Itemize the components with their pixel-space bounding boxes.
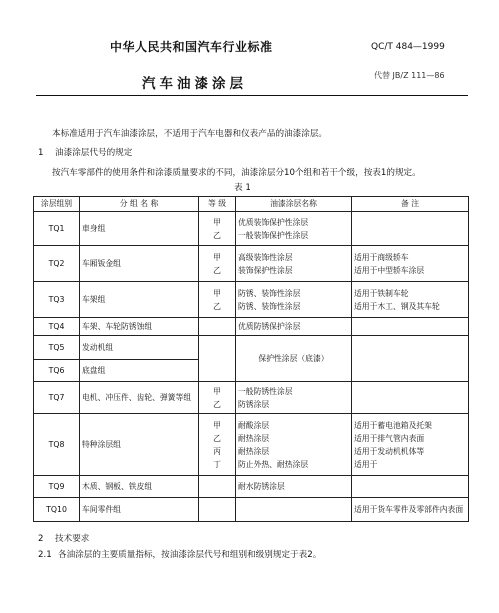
remarks-cell: 适用于蓄电池箱及托架 适用于排气管内表面 适用于发动机机体等 适用于: [352, 414, 469, 476]
grade-cell: 甲 乙: [199, 282, 236, 318]
group-name: 发动机组: [80, 336, 199, 360]
layer-name-cell: 高级装饰性涂层 装饰保护性涂层: [236, 246, 352, 282]
section-2-title: 技术要求: [55, 534, 90, 544]
grade-cell: 甲 乙 丙 丁: [199, 414, 236, 476]
standard-number: QC/T 484—1999: [371, 42, 445, 52]
group-code: TQ4: [34, 318, 80, 336]
header-layer-name: 油漆涂层名称: [236, 197, 352, 212]
grade-cell: 甲 乙: [199, 246, 236, 282]
section-1-heading: [38, 146, 132, 158]
clause-2-1: [38, 548, 321, 560]
remarks-cell: 适用于货车零件及零部件内表面: [352, 498, 469, 522]
table-row: [34, 414, 469, 476]
table-header-row: [34, 197, 469, 212]
group-code: TQ2: [34, 246, 80, 282]
table-row: [34, 382, 469, 414]
group-code: TQ9: [34, 476, 80, 498]
table-row: [34, 212, 469, 246]
remarks-cell: 适用于铁制车轮 适用于木工、钢及其车轮: [352, 282, 469, 318]
section-1-title: 油漆涂层代号的规定: [55, 148, 133, 158]
section-1-intro: 按汽车零部件的使用条件和涂漆质量要求的不同，油漆涂层分10个组和若干个级，按表1的规定。: [52, 168, 421, 178]
group-name: 木质、钢板、铁皮组: [80, 476, 199, 498]
group-name: 底盘组: [80, 360, 199, 382]
clause-2-1-number: 2.1: [38, 550, 52, 560]
remarks-cell: [352, 212, 469, 246]
header-remarks: 备 注: [352, 197, 469, 212]
clause-2-1-text: 各油涂层的主要质量指标，按油漆涂层代号和组别和级别规定于表2。: [58, 550, 322, 560]
group-name: 车架、车轮防锈蚀组: [80, 318, 199, 336]
group-name: 电机、冲压件、齿轮、弹簧等组: [80, 382, 199, 414]
group-code: TQ3: [34, 282, 80, 318]
table-row: [34, 498, 469, 522]
group-code: TQ6: [34, 360, 80, 382]
table-caption: 表 1: [234, 183, 251, 193]
grade-cell: [199, 318, 236, 336]
layer-name-cell: 防锈、装饰性涂层 防锈、装饰性涂层: [236, 282, 352, 318]
header-grade: 等 级: [199, 197, 236, 212]
remarks-cell: [352, 336, 469, 382]
replaces-note: 代替 JB/Z 111—86: [374, 71, 445, 80]
table-row: [34, 476, 469, 498]
layer-name-cell: 一般防锈性涂层 防锈涂层: [236, 382, 352, 414]
grade-cell: 甲 乙: [199, 382, 236, 414]
group-code: TQ7: [34, 382, 80, 414]
remarks-cell: [352, 476, 469, 498]
layer-name-cell: 保护性涂层（底漆）: [236, 336, 352, 382]
group-code: TQ8: [34, 414, 80, 476]
group-code: TQ1: [34, 212, 80, 246]
layer-name-cell: [236, 498, 352, 522]
grade-cell: [199, 476, 236, 498]
document-title: 汽车油漆涂层: [142, 76, 247, 92]
table-row: [34, 318, 469, 336]
standard-org-heading: 中华人民共和国汽车行业标准: [110, 40, 273, 54]
layer-name-cell: 优质装饰保护性涂层 一般装饰保护性涂层: [236, 212, 352, 246]
group-name: 特种涂层组: [80, 414, 199, 476]
scope-paragraph: 本标准适用于汽车油漆涂层，不适用于汽车电器和仪表产品的油漆涂层。: [52, 129, 328, 139]
grade-cell: 甲 乙: [199, 212, 236, 246]
section-2-heading: [38, 532, 89, 544]
coating-group-table: [33, 196, 469, 522]
header-group-code: 涂层组别: [34, 197, 80, 212]
group-code: TQ10: [34, 498, 80, 522]
header-group-name: 分 组 名 称: [80, 197, 199, 212]
table-row: [34, 282, 469, 318]
table-row: [34, 336, 469, 360]
header-rule: [36, 95, 468, 96]
grade-cell: [199, 498, 236, 522]
group-code: TQ5: [34, 336, 80, 360]
section-1-number: 1: [38, 148, 44, 158]
grade-cell: [199, 336, 236, 382]
group-name: 車身组: [80, 212, 199, 246]
remarks-cell: [352, 382, 469, 414]
group-name: 车架组: [80, 282, 199, 318]
group-name: 车间零件组: [80, 498, 199, 522]
layer-name-cell: 耐酸涂层 耐热涂层 耐热涂层 防止外热、耐热涂层: [236, 414, 352, 476]
table-row: [34, 246, 469, 282]
layer-name-cell: 耐水防锈涂层: [236, 476, 352, 498]
remarks-cell: 适用于商级轿车 适用于中型轿车涂层: [352, 246, 469, 282]
section-2-number: 2: [38, 534, 44, 544]
group-name: 车厢钣金组: [80, 246, 199, 282]
layer-name-cell: 优质防锈保护涂层: [236, 318, 352, 336]
remarks-cell: [352, 318, 469, 336]
